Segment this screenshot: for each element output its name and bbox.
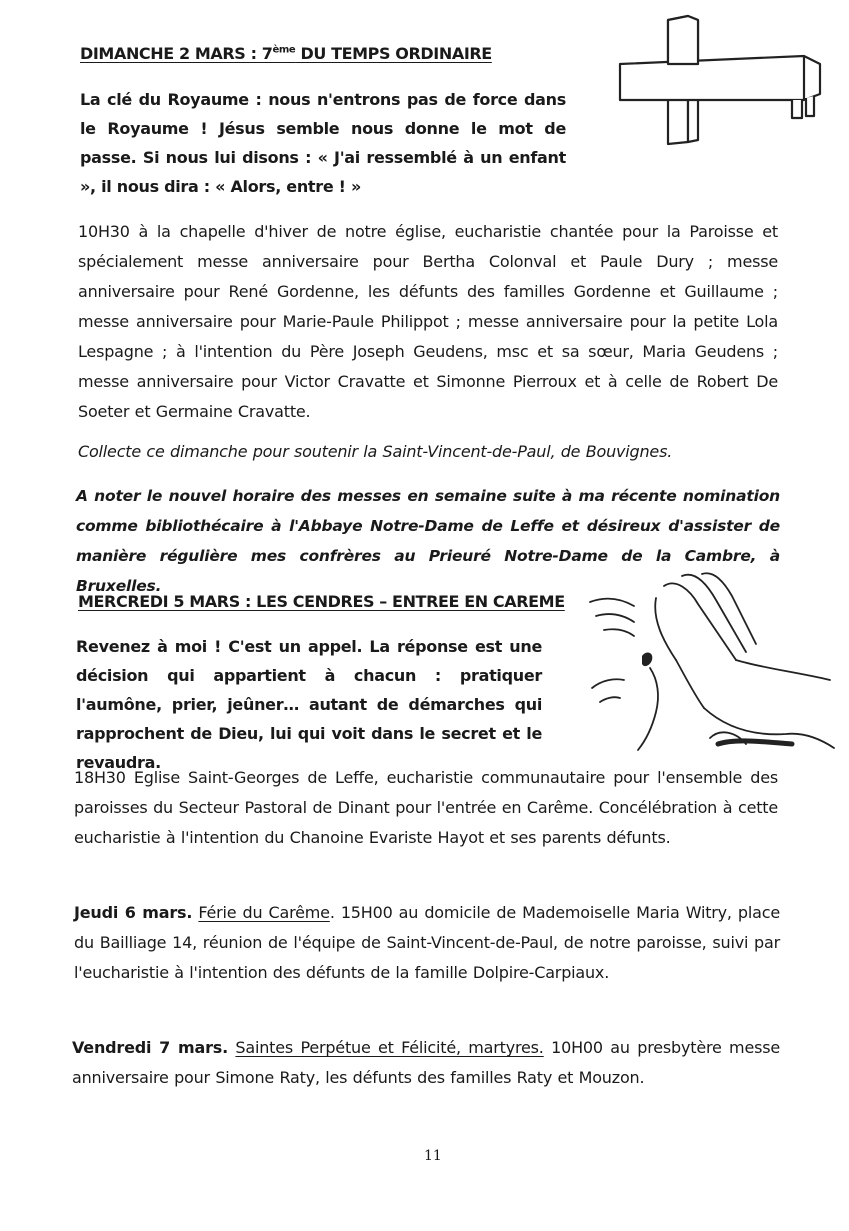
friday-text: 10H00 au presbytère messe anniversaire pour Simone Raty, les défunts des familles Raty et Mouzon. (72, 1038, 780, 1087)
sunday-mass-text: 10H30 à la chapelle d'hiver de notre église, eucharistie chantée pour la Paroisse et spécialement messe anniversaire pour Bertha Colonval et Paule Dury ; messe anniversaire pour René Gordenne, les défunts des familles Gordenne et Guillaume ; messe anniversaire pour Marie-Paule Philippot ; messe anniversaire pour la petite Lola Lespagne ; à l'intention du Père Joseph Geudens, msc et sa sœur, Maria Geudens ; messe anniversaire pour Victor Cravatte et Simonne Pierroux et à celle de Robert De Soeter et Germaine Cravatte. (78, 222, 778, 421)
section-heading-sunday: DIMANCHE 2 MARS : 7ème DU TEMPS ORDINAIRE (80, 44, 492, 63)
ash-wednesday-reflection: Revenez à moi ! C'est un appel. La réponse est une décision qui appartient à chacun : pratiquer l'aumône, prier, jeûner… autant de démarches qui rapprochent de Dieu, lui qui voit dans le secret et le revaudra. (76, 637, 542, 772)
friday-day: Vendredi 7 mars. (72, 1038, 228, 1057)
schedule-note: A noter le nouvel horaire des messes en semaine suite à ma récente nomination comme bibliothécaire à l'Abbaye Notre-Dame de Leffe et désireux d'assister de manière régulière mes confrères au Prieuré Notre-Dame de la Cambre, à Bruxelles. (76, 487, 780, 595)
thursday-entry (74, 898, 780, 988)
friday-feast: Saintes Perpétue et Félicité, martyres. (235, 1038, 544, 1057)
thursday-text: . 15H00 au domicile de Mademoiselle Maria Witry, place du Bailliage 14, réunion de l'équipe de Saint-Vincent-de-Paul, de notre paroisse, suivi par l'eucharistie à l'intention des défunts de la famille Dolpire-Carpiaux. (74, 903, 780, 982)
collecte-note: Collecte ce dimanche pour soutenir la Saint-Vincent-de-Paul, de Bouvignes. (78, 442, 673, 461)
thursday-feast: Férie du Carême (198, 903, 330, 922)
cross-icon (614, 14, 826, 150)
ashes-hand-icon (586, 568, 836, 760)
friday-entry (72, 1033, 780, 1093)
sunday-reflection: La clé du Royaume : nous n'entrons pas de force dans le Royaume ! Jésus semble nous donne le mot de passe. Si nous lui disons : « J'ai ressemblé à un enfant », il nous dira : « Alors, entre ! » (80, 90, 566, 196)
thursday-day: Jeudi 6 mars. (74, 903, 193, 922)
section-heading-ash-wednesday: MERCREDI 5 MARS : LES CENDRES – ENTREE EN CAREME (78, 592, 565, 611)
ash-wednesday-mass-text: 18H30 Eglise Saint-Georges de Leffe, eucharistie communautaire pour l'ensemble des paroisses du Secteur Pastoral de Dinant pour l'entrée en Carême. Concélébration à cette eucharistie à l'intention du Chanoine Evariste Hayot et ses parents défunts. (74, 768, 778, 847)
page-number: 11 (424, 1148, 442, 1164)
